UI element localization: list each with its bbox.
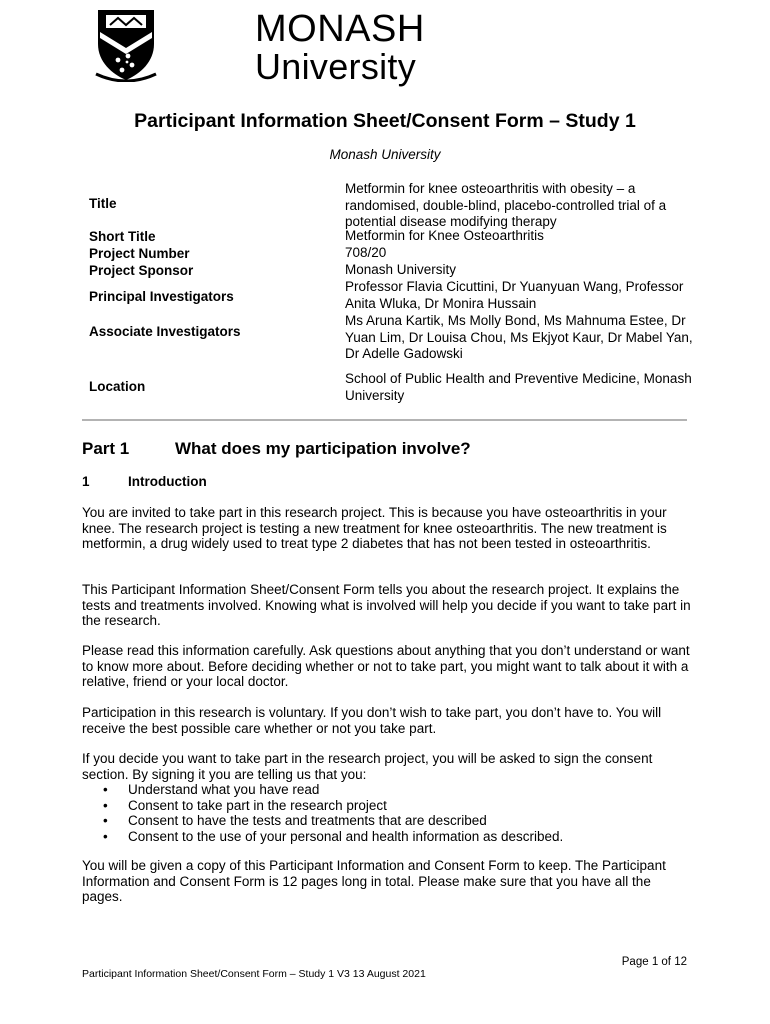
paragraph-read-carefully: Please read this information carefully. Ask questions about anything that you don’t understand or want to know more about. Before deciding whether or not to take part, you might want to talk about it with a relative, friend or your local doctor. — [82, 643, 690, 690]
detail-value-project-sponsor: Monash University — [345, 262, 457, 277]
list-item — [82, 782, 563, 798]
footer-text: Participant Information Sheet/Consent Form – Study 1 V3 13 August 2021 — [82, 968, 426, 980]
detail-label-principal-investigators: Principal Investigators — [89, 289, 234, 304]
detail-value-project-number: 708/20 — [345, 245, 387, 260]
bullet-icon: • — [103, 797, 108, 813]
detail-label-project-sponsor: Project Sponsor — [89, 263, 194, 278]
monash-logo — [92, 6, 425, 87]
section-heading: Introduction — [128, 474, 207, 489]
consent-bullet-list — [82, 782, 563, 845]
part-heading: What does my participation involve? — [175, 439, 471, 458]
detail-value-principal-investigators: Professor Flavia Cicuttini, Dr Yuanyuan Wang, Professor Anita Wluka, Dr Monira Hussain — [345, 279, 684, 311]
logo-wordmark-university: University — [255, 46, 417, 87]
detail-value-title: Metformin for knee osteoarthritis with obesity – a randomised, double-blind, placebo-controlled trial of a potential disease modifying therapy — [345, 181, 667, 229]
detail-label-associate-investigators: Associate Investigators — [89, 324, 241, 339]
part-number: Part 1 — [82, 439, 130, 458]
list-item — [82, 813, 563, 829]
list-item — [82, 829, 563, 845]
list-item — [82, 798, 563, 814]
list-item-text: Consent to take part in the research project — [128, 797, 387, 813]
bullet-icon: • — [103, 782, 108, 797]
section-number: 1 — [82, 474, 90, 489]
detail-label-short-title: Short Title — [89, 229, 156, 244]
detail-label-project-number: Project Number — [89, 246, 190, 261]
list-item-text: Consent to have the tests and treatments that are described — [128, 813, 487, 829]
paragraph-invitation: You are invited to take part in this research project. This is because you have osteoarthritis in your knee. The research project is testing a new treatment for knee osteoarthritis. The new treatment is metformin, a drug widely used to treat type 2 diabetes that has not been tested in osteoarthritis. — [82, 505, 667, 552]
detail-value-associate-investigators: Ms Aruna Kartik, Ms Molly Bond, Ms Mahnuma Estee, Dr Yuan Lim, Dr Louisa Chou, Ms Ekjyot Kaur, Dr Mabel Yan, Dr Adelle Gadowski — [345, 313, 693, 361]
list-item-text: Consent to the use of your personal and health information as described. — [128, 829, 564, 845]
paragraph-voluntary: Participation in this research is voluntary. If you don’t wish to take part, you don’t have to. You will receive the best possible care whether or not you take part. — [82, 705, 662, 736]
page-number: Page 1 of 12 — [621, 956, 687, 968]
crest-icon — [94, 8, 158, 82]
document-title: Participant Information Sheet/Consent Form – Study 1 — [134, 110, 636, 132]
list-item-text: Understand what you have read — [128, 782, 320, 797]
detail-value-location: School of Public Health and Preventive Medicine, Monash University — [345, 371, 692, 403]
paragraph-consent-intro: If you decide you want to take part in the research project, you will be asked to sign the consent section. By signing it you are telling us that you: — [82, 751, 653, 782]
paragraph-copy-pages: You will be given a copy of this Participant Information and Consent Form to keep. The Participant Information and Consent Form is 12 pages long in total. Please make sure that you have all the pages. — [82, 858, 666, 905]
bullet-icon: • — [103, 829, 108, 845]
detail-label-title: Title — [89, 196, 117, 211]
paragraph-about-form: This Participant Information Sheet/Consent Form tells you about the research project. It explains the tests and treatments involved. Knowing what is involved will help you decide if you want to take part in the research. — [82, 582, 691, 629]
logo-wordmark-monash: MONASH — [255, 8, 425, 50]
section-divider — [82, 419, 687, 421]
organisation-name: Monash University — [329, 147, 441, 162]
detail-label-location: Location — [89, 379, 146, 394]
bullet-icon: • — [103, 813, 108, 829]
detail-value-short-title: Metformin for Knee Osteoarthritis — [345, 228, 544, 243]
